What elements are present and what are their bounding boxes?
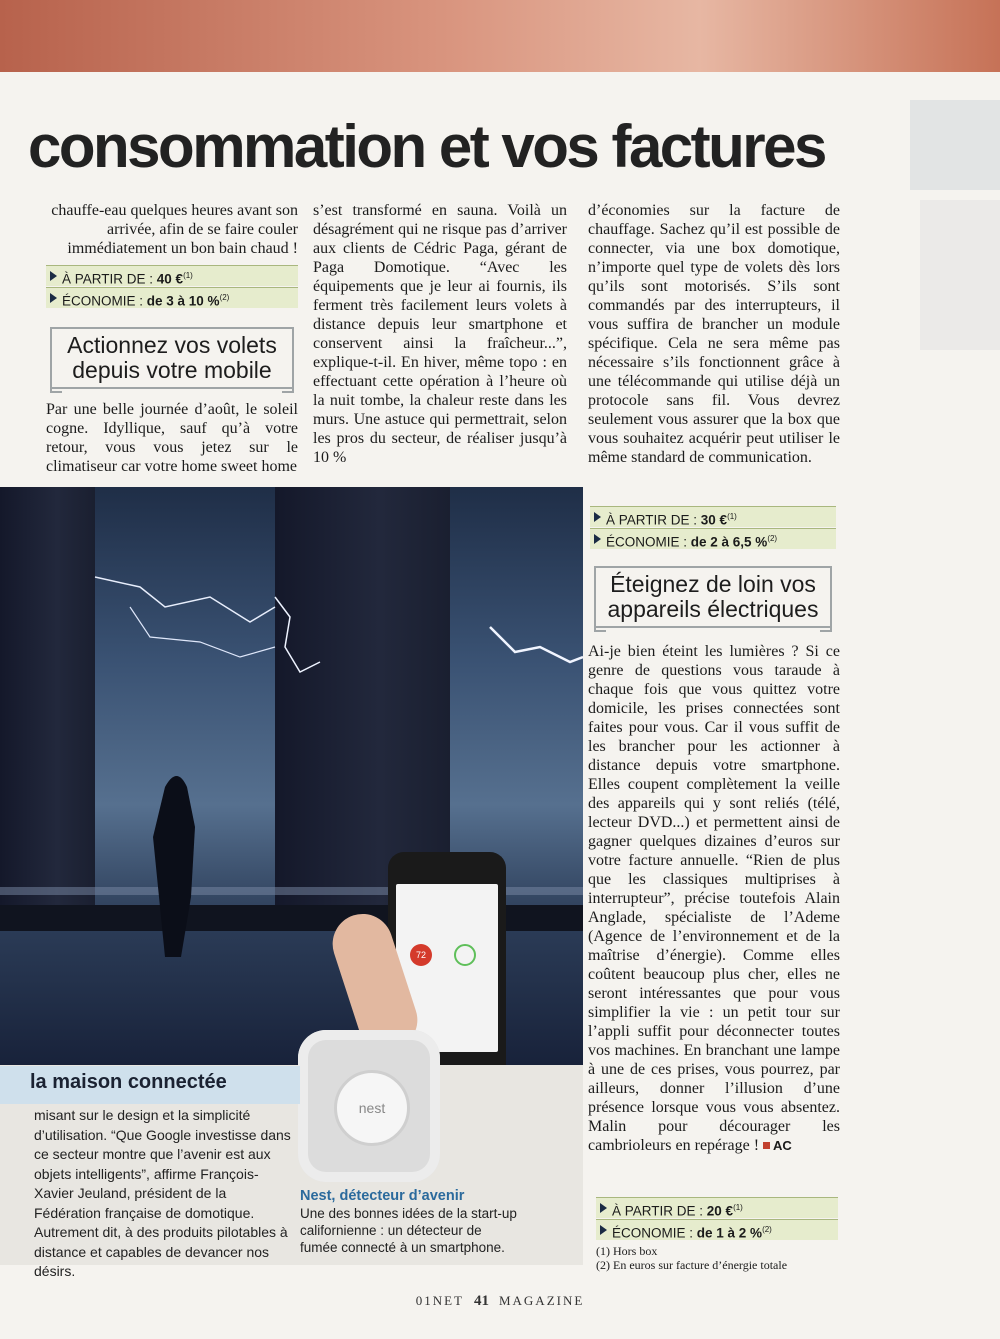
nest-detector [298, 1030, 440, 1182]
show-through-artifact-2 [920, 200, 1000, 350]
end-mark-icon [763, 1142, 770, 1149]
column-1-body [46, 400, 298, 476]
thermostat-badge: 72 [410, 944, 432, 966]
section-heading-volets: Actionnez vos volets depuis votre mobile [50, 327, 294, 389]
column-3-body [588, 201, 840, 467]
footnotes: (1) Hors box (2) En euros sur facture d’énergie totale [596, 1244, 788, 1272]
arrow-icon [600, 1225, 607, 1235]
arrow-icon [594, 512, 601, 522]
body-text: s’est transformé en sauna. Voilà un désagrément qui ne risque pas d’arriver aux clients de Cédric Paga, gérant de Paga Domotique. “Avec les équipements que je leur ai fournis, ils ferment très facilement leurs volets à distance depuis leur smartphone et conservent ainsi la fraîcheur...”, explique-t-il. En hiver, même topo : en effectuant cette opération à l’heure où la nuit tombe, la chaleur reste dans les murs. Une astuce qui permettrait, selon les pros du secteur, de réaliser jusqu’à 10 % [313, 202, 567, 466]
nest-logo: nest [334, 1070, 410, 1146]
caption-title: Nest, détecteur d’avenir [300, 1188, 465, 1204]
top-color-band [0, 0, 1000, 72]
saving-info-2: ÉCONOMIE : de 2 à 6,5 %$^{(2)}$ [590, 528, 836, 549]
page-number: 41 [473, 1293, 489, 1309]
column-3-body-2 [588, 642, 840, 1155]
body-text: Ai-je bien éteint les lumières ? Si ce genre de questions vous taraude à chaque fois que vous quittez votre domicile, les prises connectées sont faites pour vous. Car il vous suffit de les brancher pour les actionner à distance depuis votre smartphone. Elles coupent complètement la veille des appareils qui y sont reliés (télé, lecteur DVD...) et permettent ainsi de gagner quelques dizaines d’euros sur votre facture annuelle. “Rien de plus que les classiques multiprises à interrupteur”, précise toutefois Alain Anglade, spécialiste de l’Ademe (Agence de l’environnement et de la maîtrise d’énergie). Comme elles coûtent beaucoup plus cher, elles ne seront intéressantes que pour vous simplifier la vie : un petit tour sur l’appli suffit pour déconnecter toutes vos machines. En branchant une lampe à une de ces prises, vous pourrez, par ailleurs, donner l’illusion d’une présence lorsque vous vous absentez. Malin pour décourager les cambrioleurs en repérage ! AC [588, 643, 840, 1154]
arrow-icon [50, 293, 57, 303]
silhouette-person [153, 776, 195, 957]
column-2-body [313, 201, 567, 467]
caption-body: Une des bonnes idées de la start-up californienne : un détecteur de fumée connecté à un smartphone. [300, 1206, 517, 1255]
nest-caption [300, 1188, 520, 1256]
saving-info-1: ÉCONOMIE : de 3 à 10 %$^{(2)}$ [46, 287, 298, 308]
saving-info-3: ÉCONOMIE : de 1 à 2 %$^{(2)}$ [596, 1219, 838, 1240]
column-1-intro [46, 201, 298, 258]
photo-caption-text: misant sur le design et la simplicité d’utilisation. “Que Google investisse dans ce secteur montre que l’avenir est aux objets intelligents”, affirme François-Xavier Jeuland, président de la Fédération française de domotique. Autrement dit, à des produits pilotables à distance et capables de devancer nos désirs. [34, 1107, 291, 1279]
arrow-icon [600, 1203, 607, 1213]
section-banner: la maison connectée [0, 1066, 300, 1104]
body-text: Par une belle journée d’août, le soleil cogne. Idyllique, sauf qu’à votre retour, vous vous jetez sur le climatiseur car votre home sweet home [46, 401, 298, 475]
arrow-icon [594, 534, 601, 544]
page-footer: 01NET 41 MAGAZINE [415, 1293, 585, 1309]
intro-text: chauffe-eau quelques heures avant son arrivée, afin de se faire couler immédiatement un bon bain chaud ! [51, 202, 298, 257]
storm-window-photo [0, 487, 583, 1065]
protect-ring-icon [454, 944, 476, 966]
arrow-icon [50, 271, 57, 281]
price-info-1: À PARTIR DE : 40 €$^{(1)}$ [46, 265, 298, 286]
body-text: d’économies sur la facture de chauffage. Sachez qu’il est possible de connecter, via une box domotique, n’importe quel type de volets dès lors qu’ils sont motorisés. S’ils sont commandés par des interrupteurs, il vous suffira de brancher un module spécifique. Cela ne sera même pas nécessaire s’ils fonctionnent grâce à une télécommande qui utilise déjà un protocole sans fil. Vous devrez seulement vous assurer que la box que vous souhaitez acquérir peut utiliser le même standard de communication. [588, 202, 840, 466]
show-through-artifact [910, 100, 1000, 190]
section-heading-appareils: Éteignez de loin vos appareils électriques [594, 566, 832, 628]
price-info-2: À PARTIR DE : 30 €$^{(1)}$ [590, 506, 836, 527]
price-info-3: À PARTIR DE : 20 €$^{(1)}$ [596, 1197, 838, 1218]
page-headline: consommation et vos factures [28, 113, 825, 180]
